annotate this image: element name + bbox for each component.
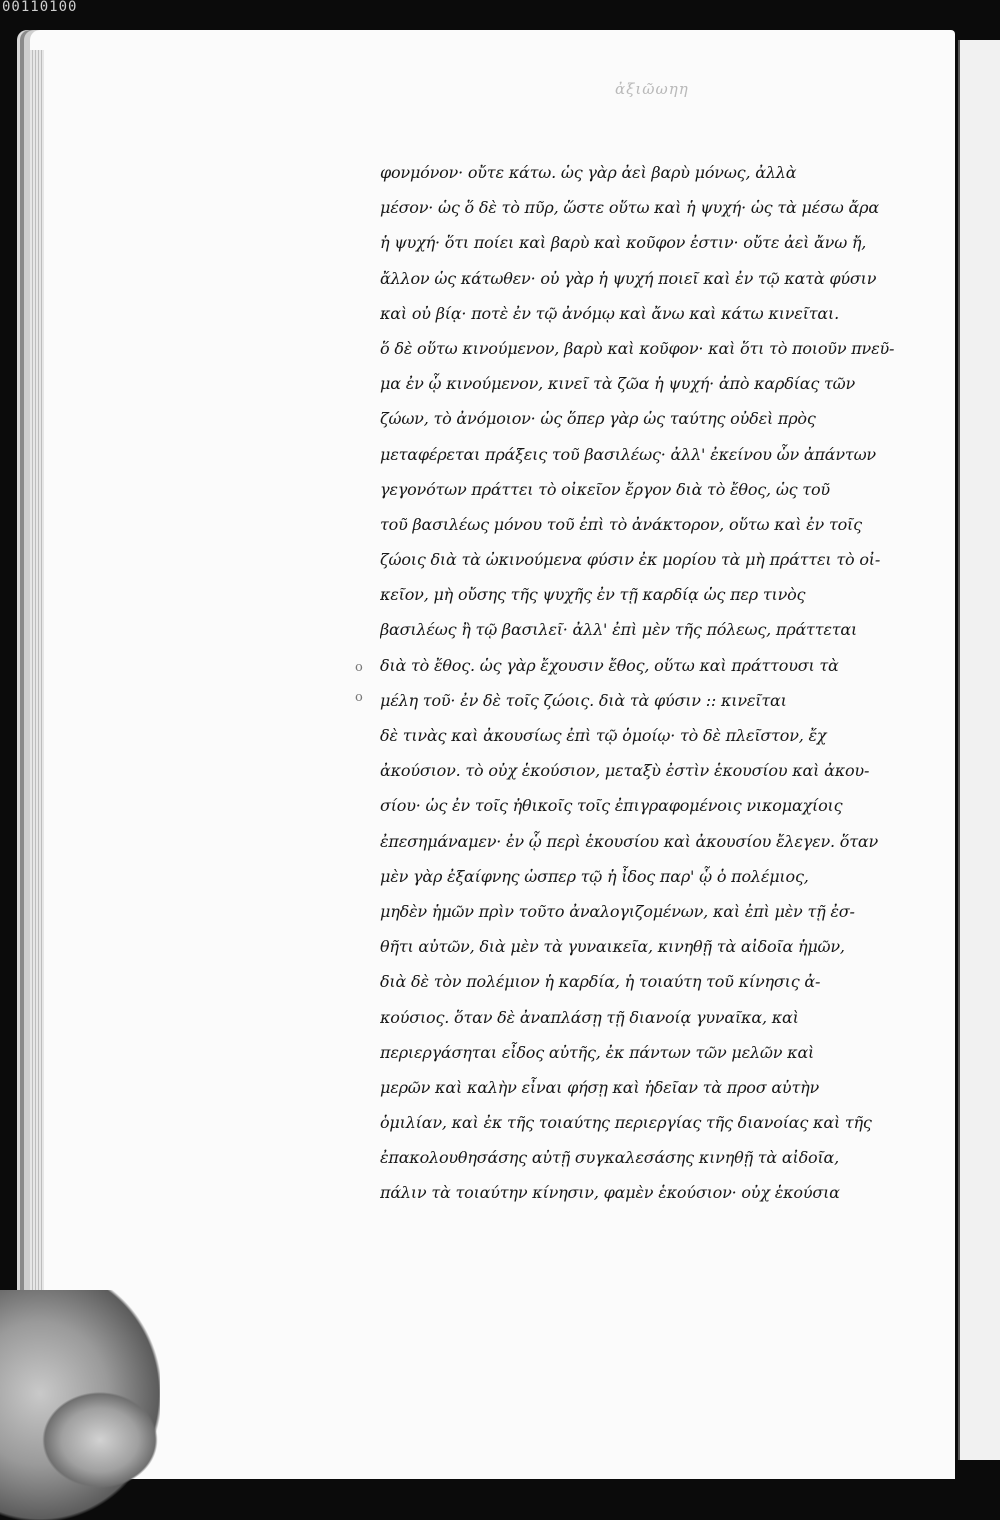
text-line: διὰ τὸ ἔθος. ὡς γὰρ ἔχουσιν ἔθος, οὕτω καὶ πράττουσι τὰ [380,655,839,675]
text-line: ἄλλον ὡς κάτωθεν· οὐ γὰρ ἡ ψυχή ποιεῖ καὶ ἐν τῷ κατὰ φύσιν [380,268,877,288]
text-line: κούσιος. ὅταν δὲ ἀναπλάσῃ τῇ διανοίᾳ γυναῖκα, καὶ [380,1007,799,1027]
margin-mark: ο [355,690,363,705]
facing-page-edge [958,40,1000,1460]
thumb-tip [40,1390,160,1490]
text-line: μεταφέρεται πράξεις τοῦ βασιλέως· ἀλλ' ἐκείνου ὧν ἀπάντων [380,444,876,464]
text-line: ἐπεσημάναμεν· ἐν ᾧ περὶ ἑκουσίου καὶ ἀκουσίου ἔλεγεν. ὅταν [380,831,879,851]
text-line: κεῖον, μὴ οὔσης τῆς ψυχῆς ἐν τῇ καρδίᾳ ὡς περ τινὸς [380,585,806,605]
margin-mark: ο [355,660,363,675]
text-line: περιεργάσηται εἶδος αὐτῆς, ἐκ πάντων τῶν μελῶν καὶ [380,1042,815,1062]
text-line: μέλη τοῦ· ἐν δὲ τοῖς ζώοις. διὰ τὰ φύσιν :: κινεῖται [380,690,787,710]
text-line: γεγονότων πράττει τὸ οἰκεῖον ἔργον διὰ τὸ ἔθος, ὡς τοῦ [380,479,830,499]
text-line: ἀκούσιον. τὸ οὐχ ἑκούσιον, μεταξὺ ἐστὶν ἑκουσίου καὶ ἀκου- [380,761,870,781]
text-line: σίου· ὡς ἐν τοῖς ἠθικοῖς τοῖς ἐπιγραφομένοις νικομαχίοις [380,796,843,816]
text-line: ζώοις διὰ τὰ ὠκινούμενα φύσιν ἐκ μορίου τὰ μὴ πράττει τὸ οἰ- [380,550,881,570]
text-line: πάλιν τὰ τοιαύτην κίνησιν, φαμὲν ἑκούσιον· οὐχ ἑκούσια [380,1183,840,1203]
text-line: ἐπακολουθησάσης αὐτῇ συγκαλεσάσης κινηθῇ τὰ αἰδοῖα, [380,1148,840,1168]
text-line: ὁμιλίαν, καὶ ἐκ τῆς τοιαύτης περιεργίας τῆς διανοίας καὶ τῆς [380,1113,872,1133]
header-label: 00110100 [2,0,78,15]
text-line: θῆτι αὐτῶν, διὰ μὲν τὰ γυναικεῖα, κινηθῇ τὰ αἰδοῖα ἡμῶν, [380,937,845,957]
text-line: τοῦ βασιλέως μόνου τοῦ ἐπὶ τὸ ἀνάκτορον, οὕτω καὶ ἐν τοῖς [380,514,862,534]
text-line: βασιλέως ἢ τῷ βασιλεῖ· ἀλλ' ἐπὶ μὲν τῆς πόλεως, πράττεται [380,620,858,640]
text-line: ζώων, τὸ ἀνόμοιον· ὡς ὅπερ γὰρ ὡς ταύτης οὐδεὶ πρὸς [380,409,816,429]
text-line: διὰ δὲ τὸν πολέμιον ἡ καρδία, ἡ τοιαύτη τοῦ κίνησις ἀ- [380,972,821,992]
text-line: φονμόνον· οὔτε κάτω. ὡς γὰρ ἀεὶ βαρὺ μόνως, ἀλλὰ [380,163,797,182]
page-stack-edge [30,50,44,1479]
text-line: δὲ τινὰς καὶ ἀκουσίως ἐπὶ τῷ ὁμοίῳ· τὸ δὲ πλεῖστον, ἔχ [380,726,827,745]
text-line: μηδὲν ἡμῶν πρὶν τοῦτο ἀναλογιζομένων, καὶ ἐπὶ μὲν τῇ ἐσ- [380,901,855,921]
text-line: ἡ ψυχή· ὅτι ποίει καὶ βαρὺ καὶ κοῦφον ἐστιν· οὔτε ἀεὶ ἄνω ἤ, [380,233,867,253]
text-line: μερῶν καὶ καλὴν εἶναι φήσῃ καὶ ἡδεῖαν τὰ προσ αὐτὴν [380,1077,820,1097]
text-line: μέσον· ὡς ὅ δὲ τὸ πῦρ, ὥστε οὕτω καὶ ἡ ψυχή· ὡς τὰ μέσω ἄρα [380,198,879,218]
text-line: μὲν γὰρ ἐξαίφνης ὡσπερ τῷ ἡ ἶδος παρ' ᾧ ὁ πολέμιος, [380,866,809,886]
manuscript-page [30,30,955,1479]
text-line: καὶ οὐ βίᾳ· ποτὲ ἐν τῷ ἀνόμῳ καὶ ἄνω καὶ κάτω κινεῖται. [380,303,839,323]
text-line: μα ἐν ᾧ κινούμενον, κινεῖ τὰ ζῶα ἡ ψυχή· ἀπὸ καρδίας τῶν [380,374,856,394]
page-number: ἀξιῶωηη [615,80,689,98]
manuscript-text [380,155,920,1211]
text-line: ὅ δὲ οὕτω κινούμενον, βαρὺ καὶ κοῦφον· καὶ ὅτι τὸ ποιοῦν πνεῦ- [380,338,895,358]
